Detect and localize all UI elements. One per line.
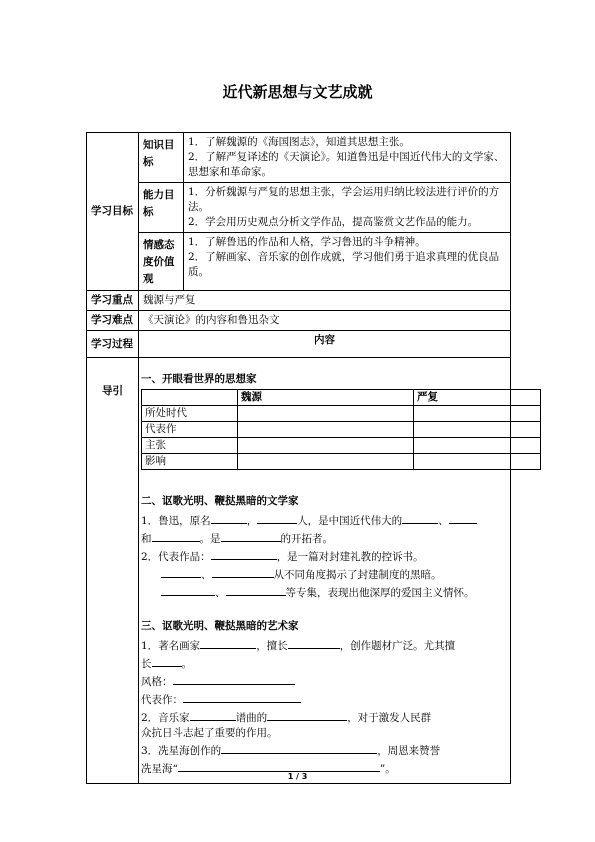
section3-line [141,672,510,690]
cell-yan[interactable] [414,454,541,470]
comparison-row [142,438,541,454]
text: ，擅长 [256,640,288,652]
section3-line: 众抗日斗志起了重要的作用。 [141,727,278,739]
section3-line [141,690,510,708]
emotion-label: 情感态度价值观 [139,233,184,291]
comparison-header [142,390,541,406]
cell-yan[interactable] [414,438,541,454]
text: ， [246,515,258,527]
text: 、 [201,569,212,581]
objectives-label: 学习目标 [87,133,139,291]
text: 、 [215,587,226,599]
text: 、 [438,515,449,527]
ability-line: 1．分析魏源与严复的思想主张，学会运用归纳比较法进行评价的方法。 [188,186,500,213]
section2-line [141,547,510,565]
text: ，是一篇对封建礼教的控诉书。 [276,551,424,563]
cell-wei[interactable] [238,454,414,470]
blank-field[interactable] [200,636,256,649]
section2-line [141,583,510,601]
blank-field[interactable] [402,511,438,524]
text: ，对于激发人民群 [347,712,432,724]
guide-content [139,358,511,784]
emotion-line: 2．了解画家、音乐家的创作成就，学习他们勇于追求真理的优良品质。 [188,251,500,278]
process-row [87,331,511,358]
blank-field[interactable] [449,511,477,524]
focus-row [87,291,511,311]
blank-field[interactable] [221,529,281,542]
text: ，创作题材广泛。尤其擅 [339,640,456,652]
section3-line [141,741,510,759]
col-yan-fu: 严复 [414,390,541,406]
text: 的开拓者。 [280,533,333,545]
guide-label: 导引 [87,358,139,784]
emotion-text [184,233,511,291]
section3-line [141,636,510,654]
text: 2．代表作品： [141,551,211,563]
text: 长 [141,658,152,670]
text: 谱曲的 [235,712,268,724]
difficulty-row [87,311,511,331]
page-number: 1 / 3 [287,772,308,781]
blank-field[interactable] [190,708,236,721]
blank-field[interactable] [183,690,301,703]
col-wei-yuan: 魏源 [238,390,414,406]
comparison-row [142,406,541,422]
row-label: 影响 [142,454,238,470]
text: 1．鲁迅，原名 [141,515,211,527]
section2-line [141,511,510,529]
section3-title: 三、讴歌光明、鞭挞黑暗的艺术家 [141,620,299,632]
text: ”。 [379,763,396,775]
content-label: 内容 [139,331,511,358]
section2-title: 二、讴歌光明、鞭挞黑暗的文学家 [141,495,299,507]
row-label: 代表作 [142,422,238,438]
blank-field[interactable] [257,511,297,524]
knowledge-line: 1．了解魏源的《海国图志》，知道其思想主张。 [188,136,410,148]
text: 代表作： [141,694,183,706]
blank-field[interactable] [178,759,380,772]
document-title: 近代新思想与文艺成就 [222,83,373,101]
text: 冼星海“ [141,763,178,775]
section2-line [141,529,510,547]
lesson-table [86,132,511,784]
blank-field[interactable] [212,565,274,578]
blank-field[interactable] [161,583,215,596]
comparison-row [142,454,541,470]
text: 2．音乐家 [141,712,190,724]
knowledge-row [87,133,511,183]
section3-line [141,654,510,672]
section2-line [141,565,510,583]
ability-text [184,183,511,233]
text: 。 [181,658,192,670]
text: 。是 [199,533,221,545]
blank-field[interactable] [152,654,182,667]
text: 3．冼星海创作的 [141,745,222,757]
row-label: 主张 [142,438,238,454]
cell-wei[interactable] [238,438,414,454]
blank-field[interactable] [221,741,377,754]
blank-field[interactable] [173,672,295,685]
ability-label: 能力目标 [139,183,184,233]
knowledge-line: 2．了解严复译述的《天演论》。知道鲁迅是中国近代伟大的文学家、思想家和革命家。 [188,151,505,178]
ability-row [87,183,511,233]
text: 从不同角度揭示了封建制度的黑暗。 [273,569,442,581]
blank-field[interactable] [226,583,286,596]
cell-yan[interactable] [414,422,541,438]
blank-field[interactable] [211,547,277,560]
section1-title: 一、开眼看世界的思想家 [141,373,257,385]
difficulty-text: 《天演论》的内容和鲁迅杂文 [139,311,511,331]
difficulty-label: 学习难点 [87,311,139,331]
cell-yan[interactable] [414,406,541,422]
text: 等专集，表现出他深厚的爱国主义情怀。 [285,587,475,599]
blank-field[interactable] [211,511,247,524]
row-label: 所处时代 [142,406,238,422]
blank-field[interactable] [267,708,347,721]
blank-field[interactable] [161,565,201,578]
emotion-line: 1．了解鲁迅的作品和人格，学习鲁迅的斗争精神。 [188,236,426,248]
blank-field[interactable] [288,636,340,649]
knowledge-text [184,133,511,183]
ability-line: 2．学会用历史观点分析文学作品，提高鉴赏文艺作品的能力。 [188,216,479,228]
cell-wei[interactable] [238,422,414,438]
text: 人，是中国近代伟大的 [297,515,403,527]
text: 1．著名画家 [141,640,201,652]
comparison-row [142,422,541,438]
emotion-row [87,233,511,291]
knowledge-label: 知识目标 [139,133,184,183]
text: 风格： [141,676,173,688]
focus-label: 学习重点 [87,291,139,311]
blank-field[interactable] [152,529,200,542]
guide-row [87,358,511,784]
comparison-table [141,389,541,470]
process-label: 学习过程 [87,331,139,358]
comparison-corner [142,390,238,406]
text: 和 [141,533,152,545]
cell-wei[interactable] [238,406,414,422]
focus-text: 魏源与严复 [139,291,511,311]
section3-line [141,708,510,726]
text: ，周恩来赞誉 [377,745,441,757]
